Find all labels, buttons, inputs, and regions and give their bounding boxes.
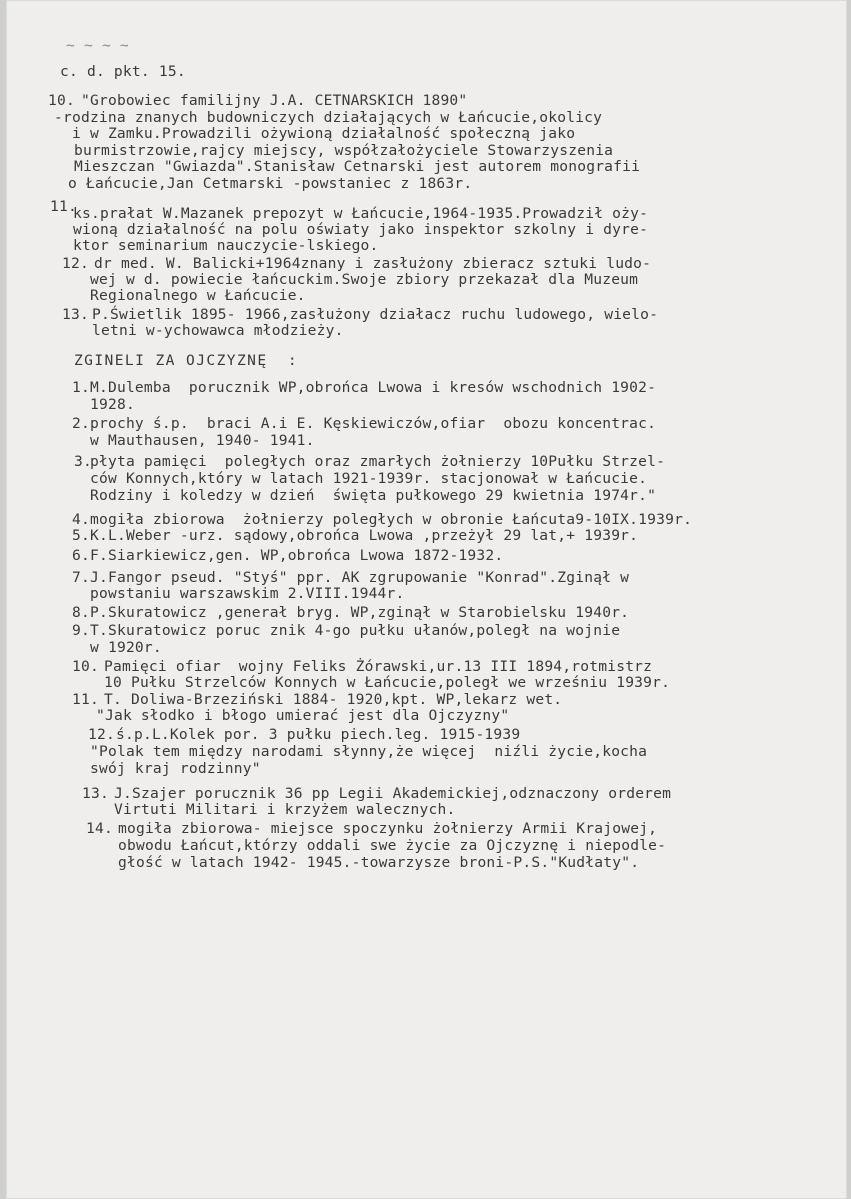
item-line: obwodu Łańcut,którzy oddali swe życie za Ojczyznę i niepodle-: [118, 837, 667, 854]
item-number: 6.: [72, 547, 90, 564]
item-line: J.Szajer porucznik 36 pp Legii Akademickiej,odznaczony orderem: [114, 785, 672, 802]
item-line: Rodziny i koledzy w dzień święta pułkowego 29 kwietnia 1974r.": [90, 487, 657, 504]
item-line: ktor seminarium nauczycie-lskiego.: [73, 237, 379, 254]
item-line: M.Dulemba porucznik WP,obrońca Lwowa i kresów wschodnich 1902-: [90, 379, 657, 396]
header-marks: ~ ~ ~ ~: [66, 37, 129, 54]
item-number: 13.: [62, 306, 89, 323]
item-number: 14.: [86, 820, 113, 837]
item-line: w Mauthausen, 1940- 1941.: [90, 432, 315, 449]
item-number: 10.: [48, 92, 75, 109]
item-number: 3.: [74, 453, 92, 470]
item-number: 7.: [72, 569, 90, 586]
item-number: 9.: [72, 622, 90, 639]
item-line: prochy ś.p. braci A.i E. Kęskiewiczów,ofiar obozu koncentrac.: [90, 415, 657, 432]
item-number: 2.: [72, 415, 90, 432]
item-number: 11.: [50, 198, 77, 215]
document-reference: c. d. pkt. 15.: [60, 63, 186, 80]
item-line: Mieszczan "Gwiazda".Stanisław Cetnarski jest autorem monografii: [74, 158, 641, 175]
item-line: wioną działalność na polu oświaty jako inspektor szkolny i dyre-: [73, 221, 649, 238]
item-line: Pamięci ofiar wojny Feliks Żórawski,ur.13 III 1894,rotmistrz: [104, 658, 653, 675]
item-line: ś.p.L.Kolek por. 3 pułku piech.leg. 1915-1939: [116, 726, 521, 743]
item-line: mogiła zbiorowa- miejsce spoczynku żołnierzy Armii Krajowej,: [118, 820, 658, 837]
item-line: letni w-ychowawca młodzieży.: [92, 322, 344, 339]
item-line: ców Konnych,który w latach 1921-1939r. stacjonował w Łańcucie.: [90, 470, 648, 487]
item-number: 11.: [72, 691, 99, 708]
item-line: K.L.Weber -urz. sądowy,obrońca Lwowa ,przeżył 29 lat,+ 1939r.: [90, 527, 639, 544]
item-number: 1.: [72, 379, 90, 396]
item-line: płyta pamięci poległych oraz zmarłych żołnierzy 10Pułku Strzel-: [90, 453, 666, 470]
item-number: 10.: [72, 658, 99, 675]
item-line: burmistrzowie,rajcy miejscy, współzałożyciele Stowarzyszenia: [74, 142, 614, 159]
item-number: 5.: [72, 527, 90, 544]
item-number: 12.: [62, 255, 89, 272]
item-line: Regionalnego w Łańcucie.: [90, 287, 306, 304]
section-heading: ZGINELI ZA OJCZYZNĘ :: [74, 352, 299, 369]
item-line: Virtuti Militari i krzyżem walecznych.: [114, 801, 456, 818]
item-line: P.Świetlik 1895- 1966,zasłużony działacz ruchu ludowego, wielo-: [92, 306, 659, 323]
item-line: powstaniu warszawskim 2.VIII.1944r.: [90, 585, 405, 602]
item-line: T.Skuratowicz poruc znik 4-go pułku ułanów,poległ na wojnie: [90, 622, 621, 639]
item-number: 4.: [72, 511, 90, 528]
item-line: ks.prałat W.Mazanek prepozyt w Łańcucie,1964-1935.Prowadził oży-: [73, 205, 649, 222]
item-line: swój kraj rodzinny": [90, 760, 261, 777]
item-line: mogiła zbiorowa żołnierzy poległych w obronie Łańcuta9-10IX.1939r.: [90, 511, 693, 528]
typewritten-page: [6, 0, 847, 1199]
item-line: dr med. W. Balicki+1964znany i zasłużony zbieracz sztuki ludo-: [94, 255, 652, 272]
item-number: 12.: [88, 726, 115, 743]
item-line: 1928.: [90, 396, 135, 413]
item-line: "Jak słodko i błogo umierać jest dla Ojczyzny": [96, 707, 510, 724]
item-line: głość w latach 1942- 1945.-towarzysze broni-P.S."Kudłaty".: [118, 854, 640, 871]
item-line: -rodzina znanych budowniczych działających w Łańcucie,okolicy: [54, 109, 603, 126]
item-line: F.Siarkiewicz,gen. WP,obrońca Lwowa 1872-1932.: [90, 547, 504, 564]
item-line: 10 Pułku Strzelców Konnych w Łańcucie,poległ we wrześniu 1939r.: [104, 674, 671, 691]
item-line: "Polak tem między narodami słynny,że więcej niźli życie,kocha: [90, 743, 648, 760]
item-line: "Grobowiec familijny J.A. CETNARSKICH 1890": [81, 92, 468, 109]
item-line: o Łańcucie,Jan Cetmarski -powstaniec z 1863r.: [68, 175, 473, 192]
item-number: 8.: [72, 604, 90, 621]
item-line: w 1920r.: [90, 639, 162, 656]
item-line: i w Zamku.Prowadzili ożywioną działalność społeczną jako: [72, 125, 576, 142]
item-number: 13.: [82, 785, 109, 802]
item-line: T. Doliwa-Brzeziński 1884- 1920,kpt. WP,lekarz wet.: [104, 691, 563, 708]
item-line: P.Skuratowicz ,generał bryg. WP,zginął w Starobielsku 1940r.: [90, 604, 630, 621]
item-line: wej w d. powiecie łańcuckim.Swoje zbiory przekazał dla Muzeum: [90, 271, 639, 288]
item-line: J.Fangor pseud. "Styś" ppr. AK zgrupowanie "Konrad".Zginął w: [90, 569, 630, 586]
